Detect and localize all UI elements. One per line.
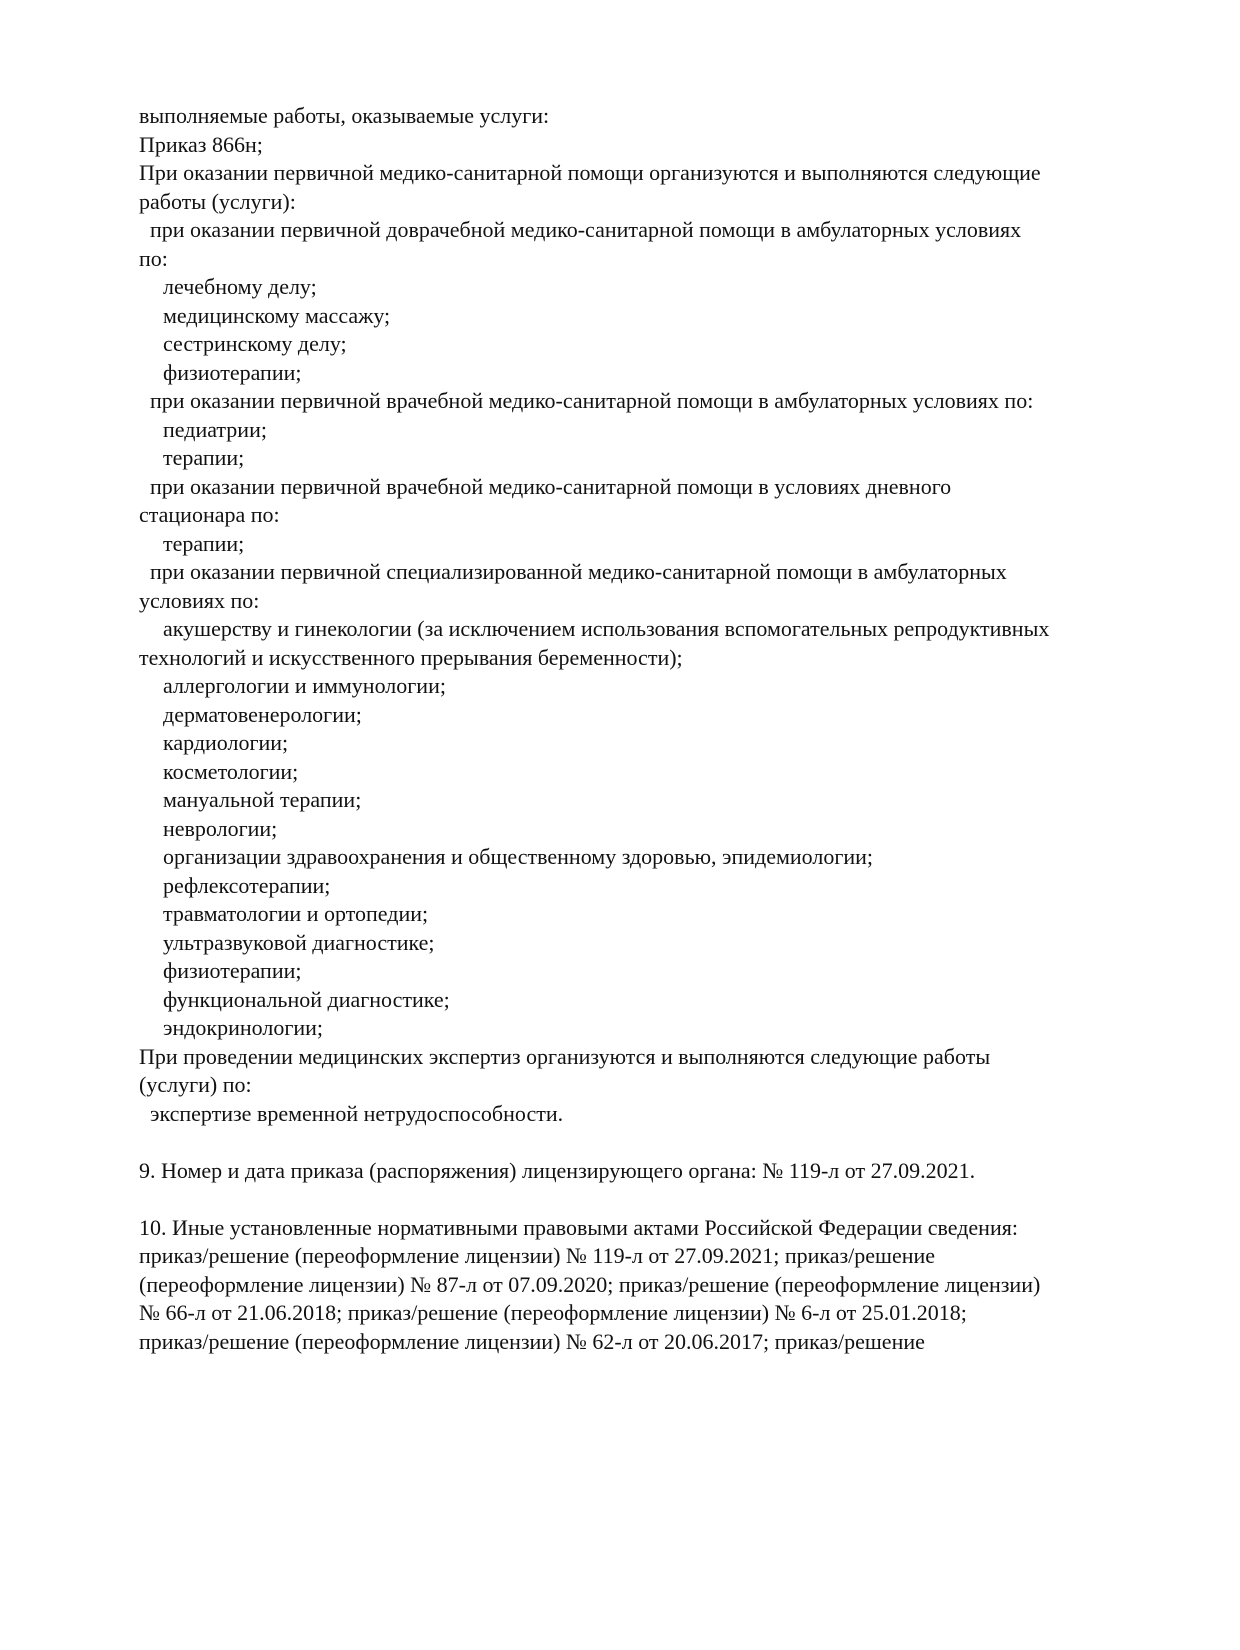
item-10-other-info-text: приказ/решение (переоформление лицензии) № 119-л от 27.09.2021; приказ/решение: [139, 1243, 936, 1268]
list-item: неврологии;: [163, 816, 278, 841]
section-heading-specialized-outpatient: при оказании первичной специализированной медико-санитарной помощи в амбулаторных: [150, 559, 1007, 584]
list-item: физиотерапии;: [163, 360, 302, 385]
list-item: мануальной терапии;: [163, 787, 362, 812]
list-item: ультразвуковой диагностике;: [163, 930, 435, 955]
list-item: сестринскому делу;: [163, 331, 347, 356]
list-item: акушерству и гинекологии (за исключением использования вспомогательных репродуктивных: [163, 616, 1050, 641]
list-item: экспертизе временной нетрудоспособности.: [150, 1101, 564, 1126]
list-item: эндокринологии;: [163, 1015, 324, 1040]
list-item: педиатрии;: [163, 417, 267, 442]
section-heading-specialized-outpatient-cont: условиях по:: [139, 588, 260, 613]
section-heading-doctor-day-hospital-cont: стационара по:: [139, 502, 280, 527]
item-10-other-info-heading: 10. Иные установленные нормативными правовыми актами Российской Федерации сведения:: [139, 1215, 1018, 1240]
list-item: организации здравоохранения и общественному здоровью, эпидемиологии;: [163, 844, 874, 869]
list-item: функциональной диагностике;: [163, 987, 450, 1012]
item-10-other-info-text: приказ/решение (переоформление лицензии) № 62-л от 20.06.2017; приказ/решение: [139, 1329, 925, 1354]
section-heading-medical-examinations: При проведении медицинских экспертиз организуются и выполняются следующие работы: [139, 1044, 991, 1069]
section-heading-pre-doctor-outpatient: при оказании первичной доврачебной медико-санитарной помощи в амбулаторных условиях: [150, 217, 1022, 242]
list-item: лечебному делу;: [163, 274, 317, 299]
section-heading-doctor-outpatient: при оказании первичной врачебной медико-санитарной помощи в амбулаторных условиях по:: [150, 388, 1034, 413]
list-item: аллергологии и иммунологии;: [163, 673, 446, 698]
list-item: кардиологии;: [163, 730, 289, 755]
item-10-other-info-text: (переоформление лицензии) № 87-л от 07.09.2020; приказ/решение (переоформление лицензии): [139, 1272, 1041, 1297]
text-line-works-services-heading: выполняемые работы, оказываемые услуги:: [139, 103, 550, 128]
list-item: рефлексотерапии;: [163, 873, 331, 898]
section-heading-doctor-day-hospital: при оказании первичной врачебной медико-санитарной помощи в условиях дневного: [150, 474, 952, 499]
text-line-order-866n: Приказ 866н;: [139, 132, 263, 157]
list-item: травматологии и ортопедии;: [163, 901, 429, 926]
list-item: физиотерапии;: [163, 958, 302, 983]
list-item: терапии;: [163, 531, 245, 556]
list-item: дерматовенерологии;: [163, 702, 362, 727]
item-10-other-info-text: № 66-л от 21.06.2018; приказ/решение (переоформление лицензии) № 6-л от 25.01.2018;: [139, 1300, 967, 1325]
section-heading-pre-doctor-outpatient-cont: по:: [139, 246, 168, 271]
text-line-primary-care-intro: При оказании первичной медико-санитарной помощи организуются и выполняются следующие: [139, 160, 1041, 185]
list-item-cont: технологий и искусственного прерывания беременности);: [139, 645, 683, 670]
item-9-order-number-date: 9. Номер и дата приказа (распоряжения) лицензирующего органа: № 119-л от 27.09.2021.: [139, 1158, 976, 1183]
section-heading-medical-examinations-cont: (услуги) по:: [139, 1072, 252, 1097]
text-line-primary-care-intro-cont: работы (услуги):: [139, 189, 296, 214]
list-item: косметологии;: [163, 759, 299, 784]
list-item: медицинскому массажу;: [163, 303, 391, 328]
list-item: терапии;: [163, 445, 245, 470]
